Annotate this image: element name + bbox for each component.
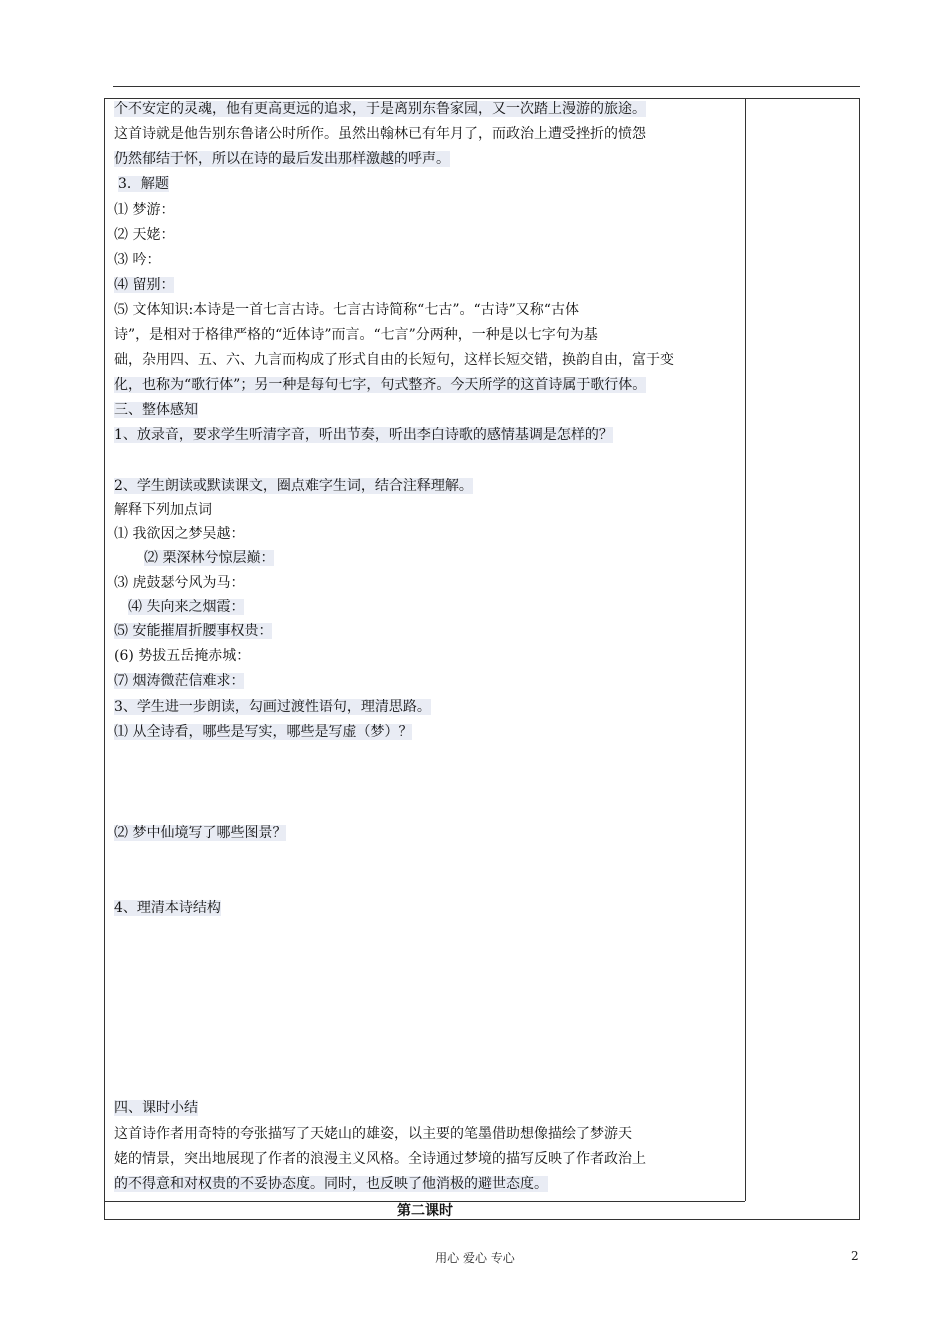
header-rule <box>113 86 860 87</box>
question-item: ⑵ 梦中仙境写了哪些图景？ <box>114 825 287 841</box>
text-line: 诗”，是相对于格律严格的“近体诗”而言。“七言”分两种，一种是以七字句为基 <box>114 327 598 343</box>
text-line: 化，也称为“歌行体”；另一种是每句七字，句式整齐。今天所学的这首诗属于歌行体。 <box>114 377 647 393</box>
lesson-table <box>104 98 860 1220</box>
text-line: 个不安定的灵魂，他有更高更远的追求，于是离别东鲁家园，又一次踏上漫游的旅途。 <box>114 101 646 117</box>
text-line: 这首诗作者用奇特的夸张描写了天姥山的雄姿，以主要的笔墨借助想像描绘了梦游天 <box>114 1126 632 1142</box>
text-line: 础，杂用四、五、六、九言而构成了形式自由的长短句，这样长短交错，换韵自由，富于变 <box>114 352 674 368</box>
text-line: 仍然郁结于怀，所以在诗的最后发出那样激越的呼声。 <box>114 151 450 167</box>
vocab-item: ⑴ 我欲因之梦吴越： <box>114 526 245 542</box>
text-line: 解释下列加点词 <box>114 502 212 518</box>
text-line: 4、理清本诗结构 <box>114 900 221 916</box>
text-line: 这首诗就是他告别东鲁诸公时所作。虽然出翰林已有年月了，而政治上遭受挫折的愤怨 <box>114 126 646 142</box>
text-line: ⑷ 留别： <box>114 277 175 293</box>
question-item: ⑴ 从全诗看，哪些是写实，哪些是写虚（梦）？ <box>114 724 413 740</box>
section-heading: 三、整体感知 <box>114 402 198 418</box>
section-heading: 四、课时小结 <box>114 1100 198 1116</box>
text-line: ⑵ 天姥： <box>114 227 175 243</box>
vocab-item: (6) 势拔五岳掩赤城： <box>114 648 251 664</box>
text-line: 1、放录音，要求学生听清字音，听出节奏，听出李白诗歌的感情基调是怎样的？ <box>114 427 613 443</box>
vocab-item: ⑵ 栗深林兮惊层巅： <box>144 550 275 566</box>
text-line: 的不得意和对权贵的不妥协态度。同时，也反映了他消极的避世态度。 <box>114 1176 548 1192</box>
section-heading: 3．解题 <box>118 176 169 192</box>
text-line: ⑴ 梦游： <box>114 202 175 218</box>
notes-column-divider <box>745 99 746 1201</box>
text-line: ⑶ 吟： <box>114 252 161 268</box>
text-line: 姥的情景，突出地展现了作者的浪漫主义风格。全诗通过梦境的描写反映了作者政治上 <box>114 1151 646 1167</box>
footer-text: 用心 爱心 专心 <box>435 1251 515 1265</box>
text-line: ⑸ 文体知识:本诗是一首七言古诗。七言古诗简称“七古”。“古诗”又称“古体 <box>114 302 579 318</box>
lesson-title: 第二课时 <box>397 1203 453 1219</box>
vocab-item: ⑶ 虎鼓瑟兮风为马： <box>114 575 245 591</box>
vocab-item: ⑸ 安能摧眉折腰事权贵： <box>114 623 273 639</box>
vocab-item: ⑺ 烟涛微茫信难求： <box>114 673 245 689</box>
text-line: 3、学生进一步朗读，勾画过渡性语句，理清思路。 <box>114 699 431 715</box>
text-line: 2、学生朗读或默读课文，圈点难字生词，结合注释理解。 <box>114 478 473 494</box>
vocab-item: ⑷ 失向来之烟霞： <box>128 599 245 615</box>
page-number: 2 <box>851 1249 859 1263</box>
